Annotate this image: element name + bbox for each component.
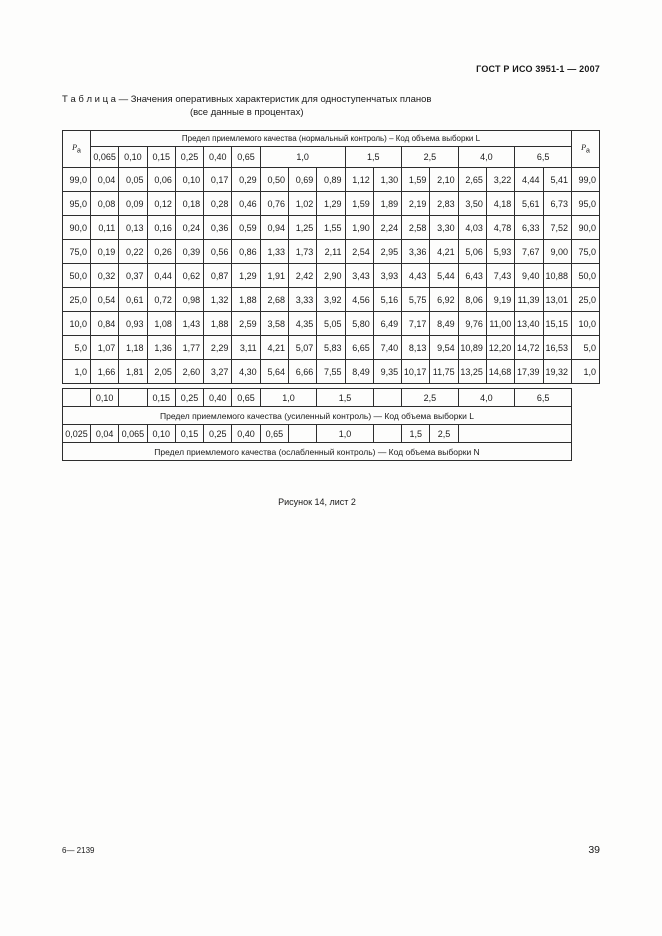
oc-value: 5,41 bbox=[543, 168, 572, 192]
table-title-line1: Т а б л и ц а — Значения оперативных характеристик для одноступенчатых планов bbox=[62, 94, 432, 105]
oc-value: 5,07 bbox=[288, 336, 316, 360]
oc-value: 4,78 bbox=[486, 216, 514, 240]
oc-table-row bbox=[63, 264, 600, 288]
oc-value: 3,93 bbox=[373, 264, 401, 288]
aql-tightened-value: 4,0 bbox=[458, 389, 515, 407]
aql-reduced-value: 0,10 bbox=[147, 425, 175, 443]
oc-value: 0,56 bbox=[204, 240, 232, 264]
oc-value: 10,89 bbox=[458, 336, 486, 360]
oc-value: 6,43 bbox=[458, 264, 486, 288]
oc-value: 0,62 bbox=[175, 264, 203, 288]
aql-tightened-value: 1,0 bbox=[260, 389, 317, 407]
oc-value: 8,06 bbox=[458, 288, 486, 312]
oc-value: 2,05 bbox=[147, 360, 175, 384]
blank-cell bbox=[373, 389, 401, 407]
oc-value: 3,36 bbox=[402, 240, 430, 264]
oc-value: 1,43 bbox=[175, 312, 203, 336]
table-title bbox=[62, 94, 431, 120]
oc-value: 1,36 bbox=[147, 336, 175, 360]
oc-value: 0,59 bbox=[232, 216, 260, 240]
oc-value: 1,25 bbox=[288, 216, 316, 240]
blank-cell bbox=[458, 425, 571, 443]
oc-value: 2,60 bbox=[175, 360, 203, 384]
aql-normal-value: 2,5 bbox=[402, 147, 459, 168]
pa-header-right: $P_a$ bbox=[572, 131, 600, 168]
oc-value: 7,40 bbox=[373, 336, 401, 360]
pa-value-right: 99,0 bbox=[572, 168, 600, 192]
aql-tightened-value: 0,10 bbox=[91, 389, 119, 407]
oc-value: 2,68 bbox=[260, 288, 288, 312]
blank-cell bbox=[288, 425, 316, 443]
oc-value: 2,19 bbox=[402, 192, 430, 216]
aql-reduced-value: 0,025 bbox=[63, 425, 91, 443]
pa-value-right: 1,0 bbox=[572, 360, 600, 384]
oc-value: 7,43 bbox=[486, 264, 514, 288]
oc-table-row bbox=[63, 360, 600, 384]
oc-value: 4,21 bbox=[260, 336, 288, 360]
oc-value: 7,67 bbox=[515, 240, 543, 264]
oc-value: 6,65 bbox=[345, 336, 373, 360]
oc-value: 3,92 bbox=[317, 288, 345, 312]
oc-value: 1,81 bbox=[119, 360, 147, 384]
oc-value: 0,44 bbox=[147, 264, 175, 288]
oc-value: 3,33 bbox=[288, 288, 316, 312]
reduced-header-row bbox=[63, 443, 572, 461]
oc-value: 3,30 bbox=[430, 216, 458, 240]
aql-tightened-value: 0,25 bbox=[175, 389, 203, 407]
pa-header-left: $P_a$ bbox=[63, 131, 91, 168]
oc-value: 4,30 bbox=[232, 360, 260, 384]
oc-value: 16,53 bbox=[543, 336, 572, 360]
oc-value: 11,75 bbox=[430, 360, 458, 384]
oc-value: 1,12 bbox=[345, 168, 373, 192]
oc-value: 0,26 bbox=[147, 240, 175, 264]
aql-tightened-row bbox=[63, 389, 572, 407]
oc-value: 0,36 bbox=[204, 216, 232, 240]
oc-value: 1,32 bbox=[204, 288, 232, 312]
oc-value: 0,13 bbox=[119, 216, 147, 240]
aql-reduced-value: 0,65 bbox=[260, 425, 288, 443]
oc-value: 0,69 bbox=[288, 168, 316, 192]
oc-value: 8,13 bbox=[402, 336, 430, 360]
pa-value-right: 95,0 bbox=[572, 192, 600, 216]
aql-tightened-value: 2,5 bbox=[402, 389, 459, 407]
oc-value: 0,50 bbox=[260, 168, 288, 192]
oc-value: 2,11 bbox=[317, 240, 345, 264]
oc-value: 5,80 bbox=[345, 312, 373, 336]
oc-value: 0,08 bbox=[91, 192, 119, 216]
aql-reduced-value: 1,5 bbox=[402, 425, 430, 443]
oc-value: 2,90 bbox=[317, 264, 345, 288]
oc-value: 6,92 bbox=[430, 288, 458, 312]
oc-value: 0,54 bbox=[91, 288, 119, 312]
oc-value: 9,00 bbox=[543, 240, 572, 264]
oc-value: 5,61 bbox=[515, 192, 543, 216]
oc-value: 9,35 bbox=[373, 360, 401, 384]
aql-normal-value: 0,65 bbox=[232, 147, 260, 168]
oc-value: 0,06 bbox=[147, 168, 175, 192]
oc-value: 6,66 bbox=[288, 360, 316, 384]
pa-value-left: 95,0 bbox=[63, 192, 91, 216]
oc-value: 0,37 bbox=[119, 264, 147, 288]
oc-value: 15,15 bbox=[543, 312, 572, 336]
aql-reduced-value: 0,04 bbox=[91, 425, 119, 443]
pa-value-left: 90,0 bbox=[63, 216, 91, 240]
oc-value: 0,29 bbox=[232, 168, 260, 192]
aql-normal-value: 4,0 bbox=[458, 147, 515, 168]
aql-normal-value: 0,25 bbox=[175, 147, 203, 168]
normal-control-header: Предел приемлемого качества (нормальный контроль) – Код объема выборки L bbox=[91, 131, 572, 147]
pa-value-left: 99,0 bbox=[63, 168, 91, 192]
oc-value: 1,29 bbox=[232, 264, 260, 288]
aql-reduced-value: 2,5 bbox=[430, 425, 458, 443]
aql-normal-value: 0,10 bbox=[119, 147, 147, 168]
oc-value: 4,35 bbox=[288, 312, 316, 336]
oc-value: 2,59 bbox=[232, 312, 260, 336]
oc-value: 0,10 bbox=[175, 168, 203, 192]
oc-value: 5,93 bbox=[486, 240, 514, 264]
aql-normal-value: 0,065 bbox=[91, 147, 119, 168]
oc-value: 0,19 bbox=[91, 240, 119, 264]
oc-value: 2,65 bbox=[458, 168, 486, 192]
aql-reduced-value: 0,065 bbox=[119, 425, 147, 443]
oc-value: 2,10 bbox=[430, 168, 458, 192]
oc-value: 1,59 bbox=[345, 192, 373, 216]
oc-value: 4,03 bbox=[458, 216, 486, 240]
aql-reduced-value: 1,0 bbox=[317, 425, 374, 443]
oc-value: 0,18 bbox=[175, 192, 203, 216]
figure-caption: Рисунок 14, лист 2 bbox=[278, 497, 356, 507]
oc-value: 3,11 bbox=[232, 336, 260, 360]
blank-cell bbox=[119, 389, 147, 407]
oc-value: 4,21 bbox=[430, 240, 458, 264]
oc-value: 0,24 bbox=[175, 216, 203, 240]
oc-value: 0,11 bbox=[91, 216, 119, 240]
aql-normal-value: 1,0 bbox=[260, 147, 345, 168]
aql-normal-value: 1,5 bbox=[345, 147, 402, 168]
oc-value: 1,90 bbox=[345, 216, 373, 240]
oc-value: 5,05 bbox=[317, 312, 345, 336]
oc-value: 2,83 bbox=[430, 192, 458, 216]
blank-cell bbox=[63, 389, 91, 407]
oc-value: 17,39 bbox=[515, 360, 543, 384]
oc-value: 2,58 bbox=[402, 216, 430, 240]
pa-value-right: 25,0 bbox=[572, 288, 600, 312]
oc-value: 1,29 bbox=[317, 192, 345, 216]
aql-reduced-value: 0,40 bbox=[232, 425, 260, 443]
oc-value: 13,40 bbox=[515, 312, 543, 336]
oc-value: 0,22 bbox=[119, 240, 147, 264]
oc-value: 3,27 bbox=[204, 360, 232, 384]
doc-reference: ГОСТ Р ИСО 3951-1 — 2007 bbox=[476, 64, 600, 74]
oc-value: 0,98 bbox=[175, 288, 203, 312]
oc-value: 4,18 bbox=[486, 192, 514, 216]
oc-value: 10,88 bbox=[543, 264, 572, 288]
tightened-header-row bbox=[63, 407, 572, 425]
oc-value: 5,44 bbox=[430, 264, 458, 288]
oc-value: 5,06 bbox=[458, 240, 486, 264]
oc-value: 0,17 bbox=[204, 168, 232, 192]
pa-value-left: 1,0 bbox=[63, 360, 91, 384]
oc-value: 0,84 bbox=[91, 312, 119, 336]
table-header-row-1 bbox=[63, 131, 600, 147]
oc-value: 5,16 bbox=[373, 288, 401, 312]
pa-value-left: 25,0 bbox=[63, 288, 91, 312]
oc-value: 14,68 bbox=[486, 360, 514, 384]
oc-value: 9,19 bbox=[486, 288, 514, 312]
oc-value: 8,49 bbox=[345, 360, 373, 384]
table-title-line2: (все данные в процентах) bbox=[189, 106, 304, 118]
aql-normal-row bbox=[63, 147, 600, 168]
pa-value-right: 5,0 bbox=[572, 336, 600, 360]
oc-value: 9,76 bbox=[458, 312, 486, 336]
oc-value: 5,75 bbox=[402, 288, 430, 312]
oc-value: 3,22 bbox=[486, 168, 514, 192]
oc-value: 4,43 bbox=[402, 264, 430, 288]
oc-value: 5,64 bbox=[260, 360, 288, 384]
reduced-control-header: Предел приемлемого качества (ослабленный контроль) — Код объема выборки N bbox=[63, 443, 572, 461]
page-number: 39 bbox=[588, 844, 600, 856]
oc-table-row bbox=[63, 288, 600, 312]
oc-value: 0,76 bbox=[260, 192, 288, 216]
oc-value: 14,72 bbox=[515, 336, 543, 360]
oc-table-row bbox=[63, 216, 600, 240]
oc-value: 1,18 bbox=[119, 336, 147, 360]
oc-value: 1,66 bbox=[91, 360, 119, 384]
oc-value: 1,89 bbox=[373, 192, 401, 216]
oc-value: 1,59 bbox=[402, 168, 430, 192]
oc-value: 0,86 bbox=[232, 240, 260, 264]
pa-value-left: 50,0 bbox=[63, 264, 91, 288]
aql-tightened-value: 1,5 bbox=[317, 389, 374, 407]
pa-value-left: 5,0 bbox=[63, 336, 91, 360]
oc-value: 0,09 bbox=[119, 192, 147, 216]
oc-value: 1,30 bbox=[373, 168, 401, 192]
oc-table-row bbox=[63, 192, 600, 216]
oc-value: 0,93 bbox=[119, 312, 147, 336]
oc-value: 1,08 bbox=[147, 312, 175, 336]
oc-value: 0,32 bbox=[91, 264, 119, 288]
oc-value: 0,39 bbox=[175, 240, 203, 264]
oc-value: 0,94 bbox=[260, 216, 288, 240]
oc-value: 8,49 bbox=[430, 312, 458, 336]
oc-value: 4,56 bbox=[345, 288, 373, 312]
oc-table-row bbox=[63, 240, 600, 264]
blank-cell bbox=[373, 425, 401, 443]
oc-value: 0,89 bbox=[317, 168, 345, 192]
oc-table-row bbox=[63, 168, 600, 192]
oc-value: 9,54 bbox=[430, 336, 458, 360]
oc-value: 1,88 bbox=[204, 312, 232, 336]
oc-value: 12,20 bbox=[486, 336, 514, 360]
oc-value: 2,54 bbox=[345, 240, 373, 264]
aql-reduced-row bbox=[63, 425, 572, 443]
oc-value: 1,91 bbox=[260, 264, 288, 288]
oc-value: 3,43 bbox=[345, 264, 373, 288]
aql-tightened-value: 0,40 bbox=[204, 389, 232, 407]
aql-reduced-value: 0,15 bbox=[175, 425, 203, 443]
oc-value: 1,55 bbox=[317, 216, 345, 240]
pa-value-right: 90,0 bbox=[572, 216, 600, 240]
oc-value: 0,12 bbox=[147, 192, 175, 216]
oc-value: 0,05 bbox=[119, 168, 147, 192]
oc-value: 1,33 bbox=[260, 240, 288, 264]
aql-tightened-value: 0,65 bbox=[232, 389, 260, 407]
oc-value: 2,95 bbox=[373, 240, 401, 264]
oc-value: 7,52 bbox=[543, 216, 572, 240]
oc-value: 6,73 bbox=[543, 192, 572, 216]
oc-value: 9,40 bbox=[515, 264, 543, 288]
oc-value: 2,42 bbox=[288, 264, 316, 288]
tightened-control-header: Предел приемлемого качества (усиленный контроль) — Код объема выборки L bbox=[63, 407, 572, 425]
oc-table-bottom bbox=[62, 388, 572, 461]
oc-value: 0,61 bbox=[119, 288, 147, 312]
oc-table-row bbox=[63, 336, 600, 360]
oc-value: 4,44 bbox=[515, 168, 543, 192]
pa-value-left: 75,0 bbox=[63, 240, 91, 264]
oc-value: 19,32 bbox=[543, 360, 572, 384]
oc-value: 11,39 bbox=[515, 288, 543, 312]
aql-normal-value: 0,40 bbox=[204, 147, 232, 168]
oc-value: 0,16 bbox=[147, 216, 175, 240]
oc-value: 2,24 bbox=[373, 216, 401, 240]
aql-tightened-value: 6,5 bbox=[515, 389, 572, 407]
oc-table-row bbox=[63, 312, 600, 336]
oc-value: 0,87 bbox=[204, 264, 232, 288]
oc-value: 1,77 bbox=[175, 336, 203, 360]
oc-value: 11,00 bbox=[486, 312, 514, 336]
oc-value: 3,58 bbox=[260, 312, 288, 336]
aql-normal-value: 0,15 bbox=[147, 147, 175, 168]
aql-normal-value: 6,5 bbox=[515, 147, 572, 168]
oc-value: 0,46 bbox=[232, 192, 260, 216]
oc-table-block bbox=[62, 130, 600, 461]
oc-value: 1,07 bbox=[91, 336, 119, 360]
oc-value: 13,25 bbox=[458, 360, 486, 384]
pa-value-right: 10,0 bbox=[572, 312, 600, 336]
oc-value: 0,28 bbox=[204, 192, 232, 216]
oc-value: 0,72 bbox=[147, 288, 175, 312]
oc-value: 1,88 bbox=[232, 288, 260, 312]
pa-value-right: 75,0 bbox=[572, 240, 600, 264]
oc-value: 7,55 bbox=[317, 360, 345, 384]
oc-value: 13,01 bbox=[543, 288, 572, 312]
oc-table-main bbox=[62, 130, 600, 384]
aql-reduced-value: 0,25 bbox=[204, 425, 232, 443]
oc-value: 1,73 bbox=[288, 240, 316, 264]
pa-value-right: 50,0 bbox=[572, 264, 600, 288]
oc-value: 3,50 bbox=[458, 192, 486, 216]
page-footer bbox=[62, 844, 600, 856]
oc-value: 0,04 bbox=[91, 168, 119, 192]
oc-value: 6,49 bbox=[373, 312, 401, 336]
oc-value: 1,02 bbox=[288, 192, 316, 216]
aql-tightened-value: 0,15 bbox=[147, 389, 175, 407]
footer-signature: 6— 2139 bbox=[62, 846, 95, 855]
oc-value: 2,29 bbox=[204, 336, 232, 360]
oc-value: 7,17 bbox=[402, 312, 430, 336]
pa-value-left: 10,0 bbox=[63, 312, 91, 336]
oc-value: 5,83 bbox=[317, 336, 345, 360]
oc-value: 10,17 bbox=[402, 360, 430, 384]
oc-value: 6,33 bbox=[515, 216, 543, 240]
